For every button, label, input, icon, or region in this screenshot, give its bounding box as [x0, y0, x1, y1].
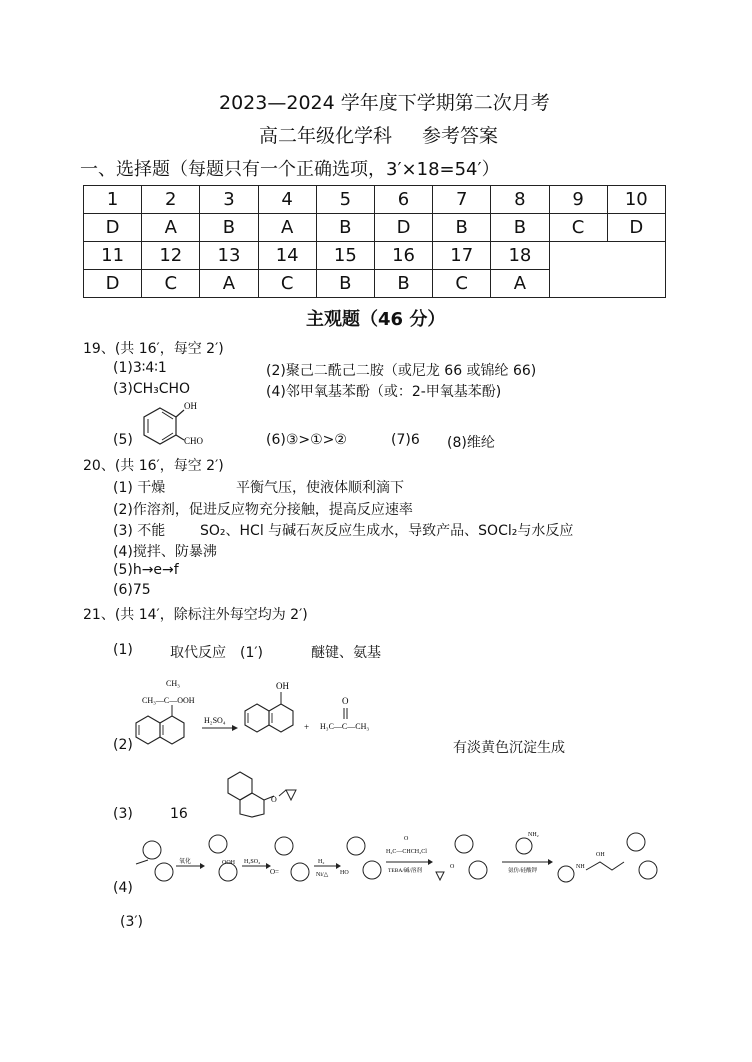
- reagent-aniline-conditions: 氨仿/硅酸钾: [508, 868, 538, 874]
- cho-label: CHO: [184, 436, 204, 446]
- answer-table: [83, 185, 666, 298]
- table-row: [84, 242, 666, 270]
- answer-cell: B: [316, 214, 374, 242]
- answer-cell: D: [84, 214, 142, 242]
- reagent-h2so4: H₂SO₄: [204, 716, 226, 725]
- answer-cell: B: [374, 270, 432, 298]
- plus-sign: +: [304, 722, 310, 732]
- question-number: 7: [433, 186, 491, 214]
- naphthol-oh-label: OH: [276, 681, 289, 691]
- answer-cell: A: [142, 214, 200, 242]
- acetone-o-label: O: [342, 696, 349, 706]
- answer-cell: B: [316, 270, 374, 298]
- question-number: 18: [491, 242, 549, 270]
- q21-answer-2: 有淡黄色沉淀生成: [453, 740, 565, 756]
- q19-answer-2: (2)聚己二酰己二胺（或尼龙 66 或锦纶 66): [266, 363, 537, 379]
- q21-answer-3: 16: [170, 806, 188, 822]
- q19-answer-4: (4)邻甲氧基苯酚（或：2-甲氧基苯酚): [266, 384, 502, 400]
- q20-answer-5: (5)h→e→f: [113, 562, 179, 578]
- answer-cell: B: [200, 214, 258, 242]
- ch3-top-label: CH₃: [166, 679, 180, 688]
- answer-cell: B: [433, 214, 491, 242]
- answer-cell: D: [84, 270, 142, 298]
- svg-text:O=: O=: [270, 868, 280, 876]
- reagent-h2: H₂: [318, 859, 325, 865]
- answer-cell: A: [491, 270, 549, 298]
- oh-label: OH: [184, 401, 197, 411]
- question-number: 15: [316, 242, 374, 270]
- naphthyl-glycidyl-ether-structure: [222, 768, 302, 818]
- q20-answer-4: (4)搅拌、防暴沸: [113, 544, 217, 560]
- question-number: 16: [374, 242, 432, 270]
- q20-heading: 20、(共 16′，每空 2′): [83, 458, 224, 474]
- question-number: 13: [200, 242, 258, 270]
- salicylaldehyde-structure: [138, 398, 208, 450]
- q19-answer-6: (6)③>①>②: [266, 432, 347, 448]
- q21-answer-2-label: (2): [113, 737, 133, 753]
- answer-cell: C: [433, 270, 491, 298]
- q19-answer-5-label: (5): [113, 432, 133, 448]
- question-number: 4: [258, 186, 316, 214]
- product-nh-label: NH: [576, 864, 585, 870]
- question-number: 12: [142, 242, 200, 270]
- answer-cell: B: [491, 214, 549, 242]
- reagent-aniline-nh2: NH₂: [528, 832, 539, 838]
- question-number: 6: [374, 186, 432, 214]
- page-title: 2023—2024 学年度下学期第二次月考: [219, 92, 550, 114]
- reagent-ni: Ni/△: [316, 872, 329, 878]
- question-number: 9: [549, 186, 607, 214]
- answer-cell: C: [549, 214, 607, 242]
- reagent-teba: TEBA/碱/溶剂: [388, 868, 422, 874]
- question-number: 10: [607, 186, 665, 214]
- q19-answer-8: (8)维纶: [447, 435, 495, 451]
- answer-cell: C: [142, 270, 200, 298]
- question-number: 14: [258, 242, 316, 270]
- answer-cell: D: [607, 214, 665, 242]
- q19-answer-7: (7)6: [391, 432, 420, 448]
- q20-answer-1b: 平衡气压，使液体顺利滴下: [236, 480, 404, 496]
- cumene-hydroperoxide-reaction: [128, 676, 398, 748]
- answer-cell: C: [258, 270, 316, 298]
- section-choice-heading: 一、选择题（每题只有一个正确选项，3′×18=54′）: [80, 159, 500, 180]
- section-subjective-heading: 主观题（46 分）: [306, 309, 446, 330]
- svg-text:O: O: [271, 795, 277, 804]
- question-number: 1: [84, 186, 142, 214]
- page-subtitle-grade: 高二年级化学科: [259, 125, 393, 147]
- question-number: 5: [316, 186, 374, 214]
- question-number: 17: [433, 242, 491, 270]
- question-number: 11: [84, 242, 142, 270]
- q20-answer-1a: (1) 干燥: [113, 480, 166, 496]
- q19-answer-3: (3)CH₃CHO: [113, 381, 191, 397]
- q19-answer-1: (1)3∶4∶1: [113, 360, 167, 376]
- svg-text:O: O: [450, 864, 455, 870]
- q19-heading: 19、(共 16′，每空 2′): [83, 341, 224, 357]
- reagent-h2so4-2: H₂SO₄: [244, 859, 261, 865]
- question-number: 2: [142, 186, 200, 214]
- table-row: [84, 214, 666, 242]
- ooh-label: OOH: [222, 860, 235, 866]
- ho-label: HO: [340, 870, 349, 876]
- product-oh-label: OH: [596, 852, 605, 858]
- q21-answer-4-label: (4): [113, 880, 133, 896]
- q21-answer-4-score: (3′): [120, 914, 144, 930]
- answer-cell: D: [374, 214, 432, 242]
- q20-answer-6: (6)75: [113, 582, 151, 598]
- ch3c-ooh-label: CH₃—C—OOH: [142, 696, 195, 705]
- q21-heading: 21、(共 14′，除标注外每空均为 2′): [83, 607, 308, 623]
- answer-cell: A: [200, 270, 258, 298]
- page-subtitle-answer: 参考答案: [422, 125, 499, 147]
- q21-answer-1-label: (1): [113, 642, 133, 658]
- q21-answer-1b: 醚键、氨基: [311, 645, 381, 661]
- q20-answer-3b: SO₂、HCl 与碱石灰反应生成水，导致产品、SOCl₂与水反应: [200, 523, 574, 539]
- synthesis-route: [124, 828, 664, 898]
- question-number: 8: [491, 186, 549, 214]
- reagent-oxidation: 氧化: [179, 859, 192, 865]
- reagent-epoxide-o: O: [404, 836, 409, 842]
- question-number: 3: [200, 186, 258, 214]
- reagent-epichlorohydrin: H₂C—CHCH₂Cl: [386, 849, 427, 855]
- blank-cell: [549, 242, 665, 298]
- q20-answer-2: (2)作溶剂，促进反应物充分接触，提高反应速率: [113, 502, 413, 518]
- table-row: [84, 186, 666, 214]
- answer-cell: A: [258, 214, 316, 242]
- q21-answer-3-label: (3): [113, 806, 133, 822]
- acetone-label: H₃C—C—CH₃: [320, 722, 370, 731]
- q20-answer-3a: (3) 不能: [113, 523, 166, 539]
- q21-answer-1: 取代反应 (1′): [170, 645, 264, 661]
